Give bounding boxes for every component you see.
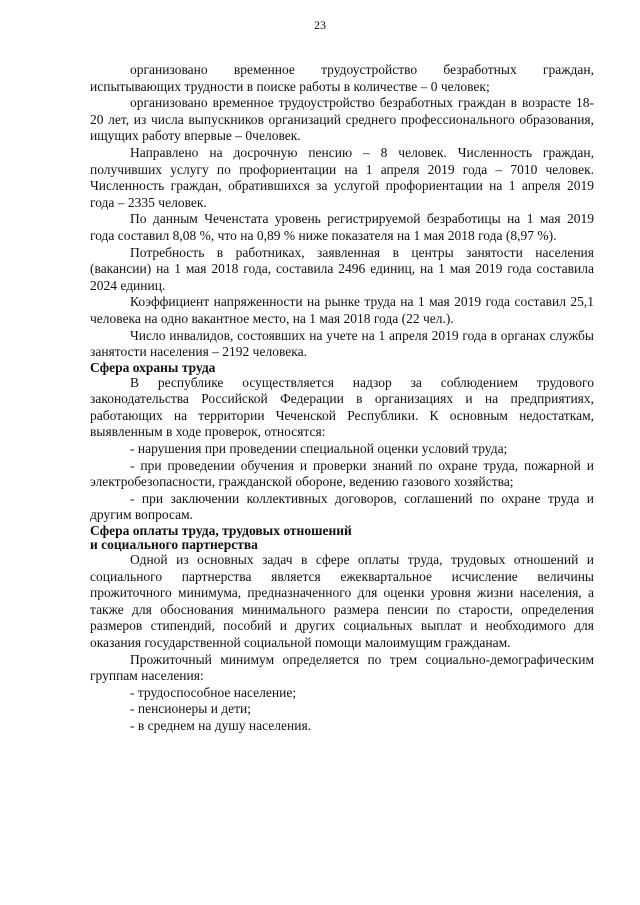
section-heading-wages: [90, 524, 594, 552]
paragraph: организовано временное трудоустройство безработных граждан в возрасте 18-20 лет, из числа выпускников организаций среднего профессионального образования, ищущих работу впервые – 0человек.: [90, 95, 594, 144]
section-heading-labor-safety: Сфера охраны труда: [90, 359, 216, 375]
paragraph: В республике осуществляется надзор за соблюдением трудового законодательства Российской Федерации в организациях и на предприятиях, работающих на территории Чеченской Республики. К основным недостаткам, выявленным в ходе проверок, относятся:: [90, 374, 594, 440]
paragraph: Коэффициент напряженности на рынке труда на 1 мая 2019 года составил 25,1 человека на одно вакантное место, на 1 мая 2018 года (22 чел.).: [90, 294, 594, 326]
list-item: - трудоспособное население;: [130, 684, 297, 700]
section-heading-line: и социального партнерства: [90, 537, 258, 553]
paragraph: По данным Чеченстата уровень регистрируемой безработицы на 1 мая 2019 года составил 8,08 %, что на 0,89 % ниже показателя на 1 мая 2018 года (8,97 %).: [90, 211, 594, 243]
list-item: - в среднем на душу населения.: [130, 717, 312, 733]
paragraph: организовано временное трудоустройство безработных граждан, испытывающих трудности в поиске работы в количестве – 0 человек;: [90, 62, 594, 94]
section-heading-line: Сфера оплаты труда, трудовых отношений: [90, 523, 352, 539]
list-item: - при проведении обучения и проверки знаний по охране труда, пожарной и электробезопасности, гражданской обороне, ведению газового хозяйства;: [90, 457, 594, 490]
paragraph: Направлено на досрочную пенсию – 8 человек. Численность граждан, получивших услугу по профориентации на 1 апреля 2019 года – 7010 человек. Численность граждан, обратившихся за услугой профориентации на 1 апреля 2019 года – 2335 человек.: [90, 144, 594, 210]
list-item: - нарушения при проведении специальной оценки условий труда;: [130, 441, 508, 457]
page-content: [90, 62, 594, 735]
paragraph: Число инвалидов, состоявших на учете на 1 апреля 2019 года в органах службы занятости населения – 2192 человека.: [90, 327, 594, 360]
list-item: - пенсионеры и дети;: [130, 701, 252, 717]
list-item: - при заключении коллективных договоров, соглашений по охране труда и другим вопросам.: [90, 490, 594, 523]
paragraph: Прожиточный минимум определяется по трем социально-демографическим группам населения:: [90, 651, 594, 684]
paragraph: Одной из основных задач в сфере оплаты труда, трудовых отношений и социального партнерства является ежеквартальное исчисление величины прожиточного минимума, предназначенного для оценки уровня жизни населения, а также для обоснования минимального размера пенсии по старости, определения размеров стипендий, пособий и других социальных выплат и необходимого для оказания государственной социальной помощи малоимущим гражданам.: [90, 552, 594, 650]
paragraph: Потребность в работниках, заявленная в центры занятости населения (вакансии) на 1 мая 2018 года, составила 2496 единиц, на 1 мая 2019 года составила 2024 единиц.: [90, 244, 594, 293]
page-number: 23: [314, 18, 326, 32]
